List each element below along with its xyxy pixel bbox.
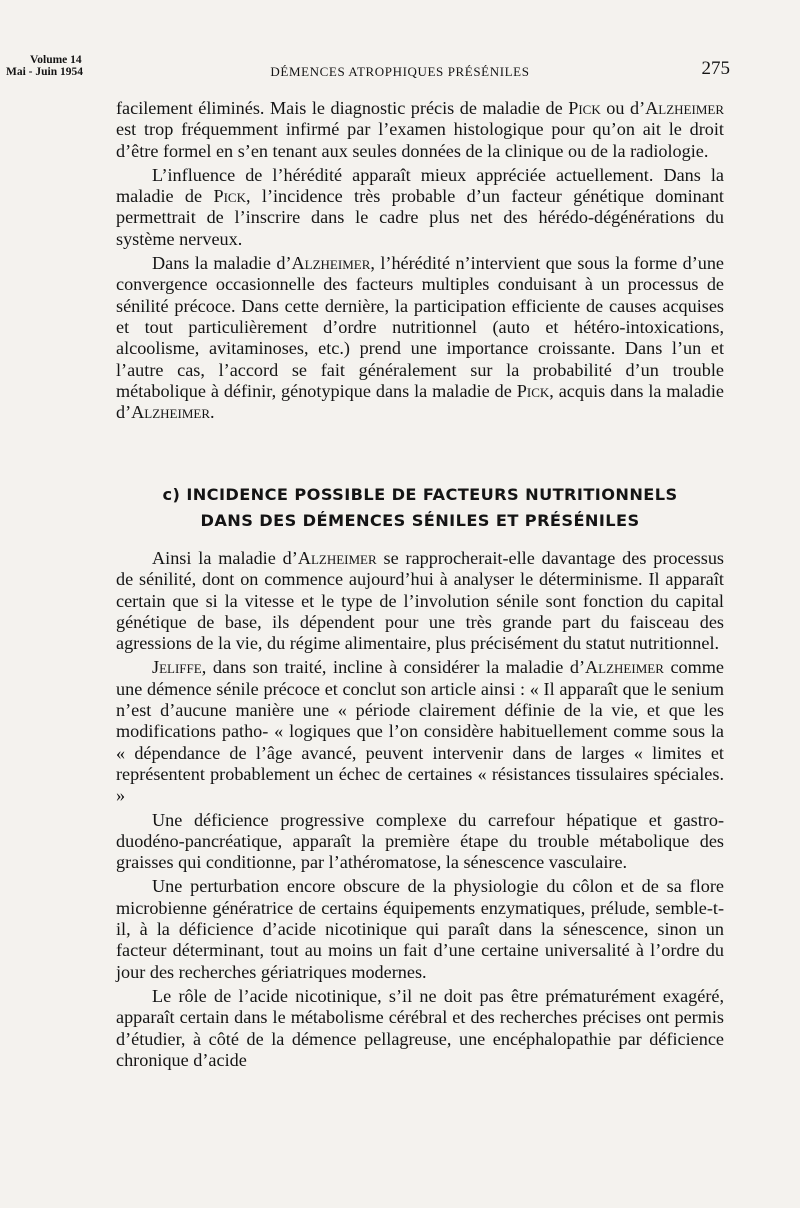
volume-label: Volume 14 xyxy=(30,54,82,66)
section-1-text xyxy=(116,98,724,426)
page-number: 275 xyxy=(701,58,730,79)
paragraph: Jeliffe, dans son traité, incline à considérer la maladie d’Alzheimer comme une démence sénile précoce et conclut son article ainsi : « Il apparaît que le senium n’est d’aucune manière une « période clairement définie de la vie, et que les modifications patho- « logiques que l’on considère habituellement comme sous la « dépendance de l’âge avancé, peuvent intervenir dans de larges « limites et représentent probablement un échec de certaines « résistances tissulaires spéciales. » xyxy=(116,657,724,806)
running-title: DÉMENCES ATROPHIQUES PRÉSÉNILES xyxy=(270,64,530,79)
heading-line-1: c) INCIDENCE POSSIBLE DE FACTEURS NUTRITIONNELS xyxy=(162,485,678,504)
section-2-text xyxy=(116,548,724,1074)
paragraph: Une déficience progressive complexe du carrefour hépatique et gastro-duodéno-pancréatique, apparaît la première étape du trouble métabolique des graisses qui conditionne, par l’athéromatose, la sénescence vasculaire. xyxy=(116,809,724,873)
section-heading xyxy=(116,482,724,534)
paragraph: facilement éliminés. Mais le diagnostic précis de maladie de Pick ou d’Alzheimer est trop fréquemment infirmé par l’examen histologique pour qu’on ait le droit d’être formel en s’en tenant aux seules données de la clinique ou de la radiologie. xyxy=(116,98,724,161)
paragraph: L’influence de l’hérédité apparaît mieux appréciée actuellement. Dans la maladie de Pick, l’incidence très probable d’un facteur génétique dominant permettrait de l’inscrire dans le cadre plus net des hérédo-dégénérations du système nerveux. xyxy=(116,164,724,249)
paragraph: Une perturbation encore obscure de la physiologie du côlon et de sa flore microbienne génératrice de certains équipements enzymatiques, prélude, semble-t-il, à la déficience d’acide nicotinique qui paraît dans la sénescence, sinon un facteur déterminant, tout au moins un fait d’une certaine universalité à l’ordre du jour des recherches gériatriques modernes. xyxy=(116,876,724,982)
issue-date: Mai - Juin 1954 xyxy=(6,66,83,78)
paragraph: Le rôle de l’acide nicotinique, s’il ne doit pas être prématurément exagéré, apparaît certain dans le métabolisme cérébral et des recherches précises ont permis d’étudier, à côté de la démence pellagreuse, une encéphalopathie par déficience chronique d’acide xyxy=(116,985,724,1070)
paragraph: Dans la maladie d’Alzheimer, l’hérédité n’intervient que sous la forme d’une convergence occasionnelle des facteurs multiples conduisant à un processus de sénilité précoce. Dans cette dernière, la participation efficiente de causes acquises et tout particulièrement d’ordre nutritionnel (auto et hétéro-intoxications, alcoolisme, avitaminoses, etc.) prend une importance croissante. Dans l’un et l’autre cas, l’accord se fait généralement sur la probabilité d’un trouble métabolique à définir, génotypique dans la maladie de Pick, acquis dans la maladie d’Alzheimer. xyxy=(116,253,725,423)
heading-line-2: DANS DES DÉMENCES SÉNILES ET PRÉSÉNILES xyxy=(200,511,640,530)
paragraph: Ainsi la maladie d’Alzheimer se rapprocherait-elle davantage des processus de sénilité, dont on commence aujourd’hui à analyser le déterminisme. Il apparaît certain que si la vitesse et le type de l’involution sénile sont fonction du capital génétique de base, ils dépendent pour une très grande part du faisceau des agressions de la vie, du régime alimentaire, plus précisément du statut nutritionnel. xyxy=(116,548,724,654)
